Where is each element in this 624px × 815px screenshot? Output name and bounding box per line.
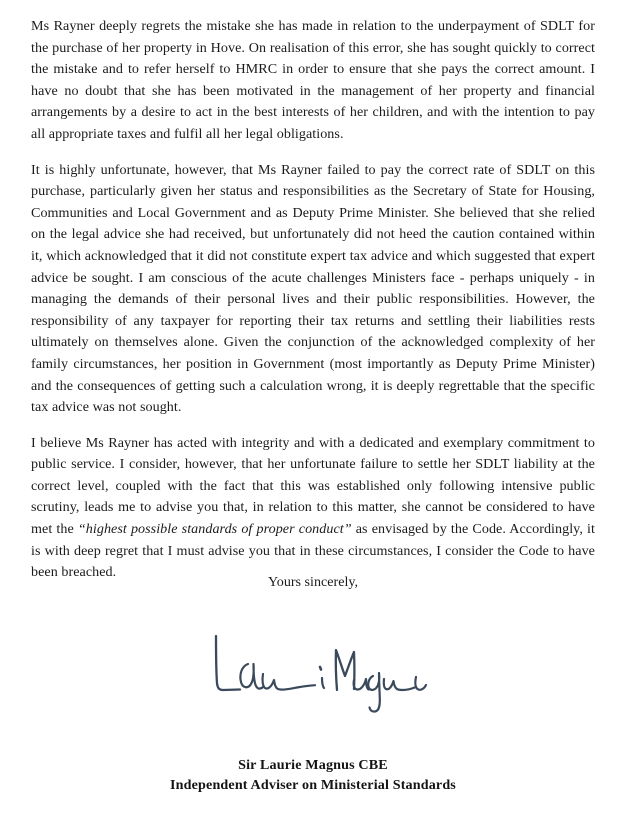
paragraph-3 [31,433,595,584]
signature-block [31,756,595,795]
paragraph-3-lead-text: I believe Ms Rayner has acted with integrity and with a dedicated and exemplary commitment to public service. I consider, however, that her unfortunate failure to settle her SDLT liability at the correct level, coupled with the fact that this was established only following intensive public scrutiny, leads me to advise you that, in relation to this matter, she cannot be considered to have met the [31,434,595,538]
letter-body [31,16,595,584]
paragraph-3-trailing-text: as envisaged by the Code. Accordingly, it is with deep regret that I must advise you that in these circumstances, I consider the Code to have been breached. [31,521,595,581]
paragraph-3-quoted-phrase: “highest possible standards of proper conduct” [77,521,352,538]
closing-block [31,572,595,594]
paragraph-2: It is highly unfortunate, however, that Ms Rayner failed to pay the correct rate of SDLT on this purchase, particularly given her status and responsibilities as the Secretary of State for Housing, Communities and Local Government and as Deputy Prime Minister. She believed that she relied on the legal advice she had received, but unfortunately did not heed the caution contained within it, which acknowledged that it did not constitute expert tax advice and which suggested that expert advice be sought. I am conscious of the acute challenges Ministers face - perhaps uniquely - in managing the demands of their personal lives and their public responsibilities. However, the responsibility of any taxpayer for reporting their tax returns and settling their liabilities rests ultimately on themselves alone. Given the conjunction of the acknowledged complexity of her family circumstances, her position in Government (most importantly as Deputy Prime Minister) and the consequences of getting such a calculation wrong, it is deeply regrettable that the specific tax advice was not sought. [31,161,595,416]
closing-salutation: Yours sincerely, [268,574,359,590]
signatory-title: Independent Adviser on Ministerial Standards [170,776,456,793]
paragraph-1: Ms Rayner deeply regrets the mistake she has made in relation to the underpayment of SDLT for the purchase of her property in Hove. On realisation of this error, she has sought quickly to correct the mistake and to refer herself to HMRC in order to ensure that she pays the correct amount. I have no doubt that she has been motivated in the management of her property and financial arrangements by a desire to act in the best interests of her children, and with the intention to pay all appropriate taxes and fulfil all her legal obligations. [31,18,595,142]
handwritten-signature-icon [196,622,436,718]
signatory-name: Sir Laurie Magnus CBE [238,757,388,773]
signature-area [196,622,436,718]
